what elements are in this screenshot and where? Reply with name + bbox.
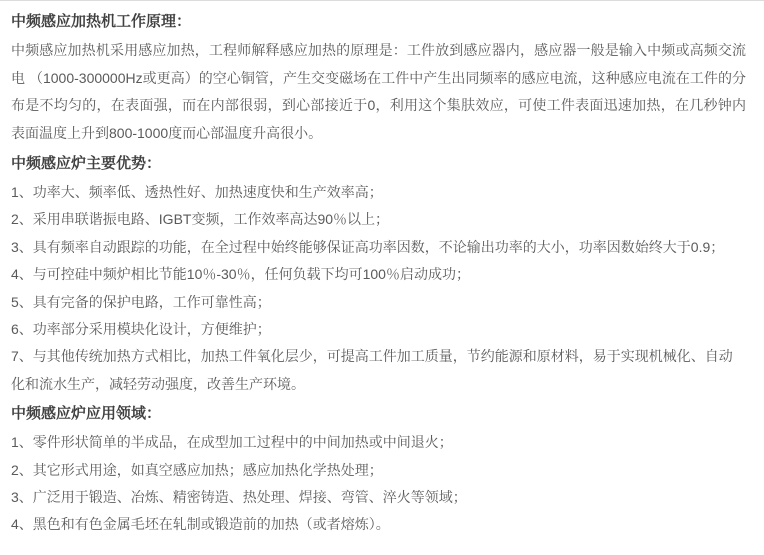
advantage-item-7: 7、与其他传统加热方式相比，加热工件氧化层少，可提高工件加工质量，节约能源和原材料，易于实现机械化、自动化和流水生产，减轻劳动强度，改善生产环境。 [11, 348, 733, 392]
advantage-item-3: 3、具有频率自动跟踪的功能，在全过程中始终能够保证高功率因数，不论输出功率的大小，功率因数始终大于0.9； [11, 238, 725, 255]
section-title-working-principle: 中频感应加热机工作原理： [11, 13, 192, 30]
advantages-list [11, 179, 746, 398]
working-principle-paragraph: 中频感应加热机采用感应加热，工程师解释感应加热的原理是：工件放到感应器内，感应器一般是输入中频或高频交流电 （1000-300000Hz或更高）的空心铜管，产生交变磁场在工件中产生出同频率的感应电流，这种感应电流在工件的分布是不均匀的，在表面强，而在内部很弱，到心部接近于0，利用这个集肤效应，可使工件表面迅速加热，在几秒钟内表面温度上升到800-1000度而心部温度升高很小。 [11, 42, 746, 141]
application-item-2: 2、其它形式用途，如真空感应加热；感应加热化学热处理； [11, 461, 383, 478]
applications-list [11, 429, 746, 539]
application-item-3: 3、广泛用于锻造、冶炼、精密铸造、热处理、焊接、弯管、淬火等领域； [11, 489, 467, 506]
section-title-main-advantages: 中频感应炉主要优势： [11, 155, 162, 172]
advantage-item-2: 2、采用串联谐振电路、IGBT变频，工作效率高达90％以上； [11, 211, 390, 228]
application-item-4: 4、黑色和有色金属毛坯在轧制或锻造前的加热（或者熔炼）。 [11, 516, 390, 533]
advantage-item-6: 6、功率部分采用模块化设计，方便维护； [11, 321, 271, 338]
advantage-item-4: 4、与可控硅中频炉相比节能10％-30％，任何负载下均可100％启动成功； [11, 266, 470, 283]
advantage-item-1: 1、功率大、频率低、透热性好、加热速度快和生产效率高； [11, 184, 383, 200]
advantage-item-5: 5、具有完备的保护电路，工作可靠性高； [11, 293, 271, 310]
section-title-application-fields: 中频感应炉应用领域： [11, 405, 162, 423]
application-item-1: 1、零件形状简单的半成品，在成型加工过程中的中间加热或中间退火； [11, 434, 453, 451]
